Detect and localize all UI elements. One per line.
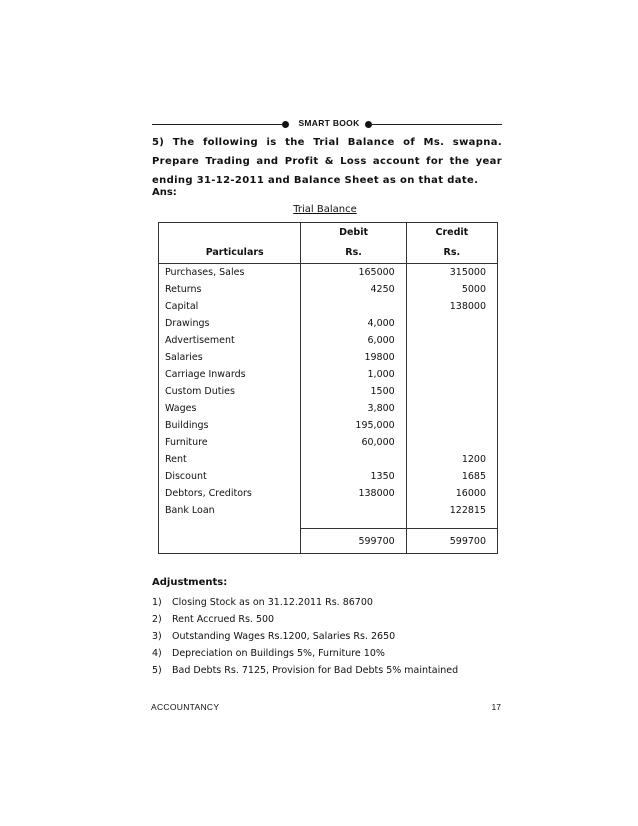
debit-cell: 4,000: [301, 315, 406, 332]
particular-cell: Bank Loan: [159, 502, 301, 519]
table-row: [159, 485, 498, 502]
totals-row: [159, 529, 498, 554]
particular-cell: Custom Duties: [159, 383, 301, 400]
particular-cell: Debtors, Creditors: [159, 485, 301, 502]
debit-cell: 4250: [301, 281, 406, 298]
debit-cell: [301, 502, 406, 519]
particular-cell: Carriage Inwards: [159, 366, 301, 383]
debit-unit-header: Rs.: [301, 241, 406, 264]
adjustment-number: 5): [152, 665, 162, 676]
credit-cell: [406, 400, 497, 417]
particular-cell: Salaries: [159, 349, 301, 366]
adjustment-item: [152, 628, 512, 645]
credit-cell: [406, 417, 497, 434]
answer-label: Ans:: [152, 187, 177, 198]
adjustment-text: Rent Accrued Rs. 500: [172, 614, 275, 625]
table-row: [159, 332, 498, 349]
table-row: [159, 349, 498, 366]
table-row: [159, 315, 498, 332]
particular-cell: Drawings: [159, 315, 301, 332]
particular-cell: Returns: [159, 281, 301, 298]
credit-cell: 315000: [406, 264, 497, 282]
debit-cell: [301, 298, 406, 315]
table-row: [159, 366, 498, 383]
debit-cell: 1500: [301, 383, 406, 400]
adjustment-number: 1): [152, 597, 162, 608]
table-row: [159, 383, 498, 400]
header-dot-left-icon: [282, 121, 289, 128]
particular-cell: Buildings: [159, 417, 301, 434]
header-title: SMART BOOK: [298, 118, 360, 128]
credit-total: 599700: [406, 529, 497, 554]
question-text: 5) The following is the Trial Balance of Ms. swapna. Prepare Trading and Profit & Loss account for the year ending 31-12-2011 and Balance Sheet as on that date.: [152, 137, 502, 186]
trial-balance-title: Trial Balance: [293, 204, 357, 215]
debit-cell: 1350: [301, 468, 406, 485]
debit-cell: 3,800: [301, 400, 406, 417]
table-row: [159, 434, 498, 451]
adjustment-text: Outstanding Wages Rs.1200, Salaries Rs. 2650: [172, 631, 396, 642]
credit-cell: 1685: [406, 468, 497, 485]
particular-cell: Purchases, Sales: [159, 264, 301, 282]
adjustment-number: 4): [152, 648, 162, 659]
credit-cell: 5000: [406, 281, 497, 298]
header-rule-right: [370, 124, 502, 125]
debit-total: 599700: [301, 529, 406, 554]
page-header: [152, 118, 502, 132]
adjustment-text: Depreciation on Buildings 5%, Furniture 10%: [172, 648, 385, 659]
credit-cell: [406, 366, 497, 383]
debit-cell: 165000: [301, 264, 406, 282]
particular-cell: Advertisement: [159, 332, 301, 349]
credit-cell: 138000: [406, 298, 497, 315]
adjustment-item: [152, 662, 512, 679]
debit-cell: 19800: [301, 349, 406, 366]
credit-cell: 122815: [406, 502, 497, 519]
table-row: [159, 298, 498, 315]
debit-cell: 1,000: [301, 366, 406, 383]
credit-cell: [406, 383, 497, 400]
credit-cell: [406, 434, 497, 451]
particular-cell: Rent: [159, 451, 301, 468]
particular-cell: Furniture: [159, 434, 301, 451]
adjustment-text: Closing Stock as on 31.12.2011 Rs. 86700: [172, 597, 373, 608]
header-rule-left: [152, 124, 284, 125]
table-row: [159, 502, 498, 519]
credit-cell: 1200: [406, 451, 497, 468]
table-row: [159, 400, 498, 417]
adjustment-number: 3): [152, 631, 162, 642]
adjustment-number: 2): [152, 614, 162, 625]
adjustment-item: [152, 645, 512, 662]
debit-header: Debit: [301, 223, 406, 242]
credit-cell: [406, 349, 497, 366]
table-row: [159, 281, 498, 298]
debit-cell: 60,000: [301, 434, 406, 451]
particulars-header: Particulars: [159, 241, 301, 264]
adjustments-title: Adjustments:: [152, 577, 228, 588]
credit-cell: [406, 332, 497, 349]
debit-cell: 6,000: [301, 332, 406, 349]
page-number: 17: [491, 702, 501, 712]
credit-header: Credit: [406, 223, 497, 242]
trial-balance-table: [158, 222, 498, 554]
adjustment-item: [152, 611, 512, 628]
debit-cell: [301, 451, 406, 468]
table-row: [159, 451, 498, 468]
table-row: [159, 468, 498, 485]
particular-cell: Discount: [159, 468, 301, 485]
adjustments-list: [152, 594, 512, 679]
table-row: [159, 417, 498, 434]
particular-cell: Wages: [159, 400, 301, 417]
debit-cell: 195,000: [301, 417, 406, 434]
adjustment-item: [152, 594, 512, 611]
credit-cell: 16000: [406, 485, 497, 502]
particular-cell: Capital: [159, 298, 301, 315]
credit-cell: [406, 315, 497, 332]
footer-subject: ACCOUNTANCY: [151, 702, 220, 712]
table-row: [159, 264, 498, 282]
debit-cell: 138000: [301, 485, 406, 502]
adjustment-text: Bad Debts Rs. 7125, Provision for Bad Debts 5% maintained: [172, 665, 459, 676]
credit-unit-header: Rs.: [406, 241, 497, 264]
